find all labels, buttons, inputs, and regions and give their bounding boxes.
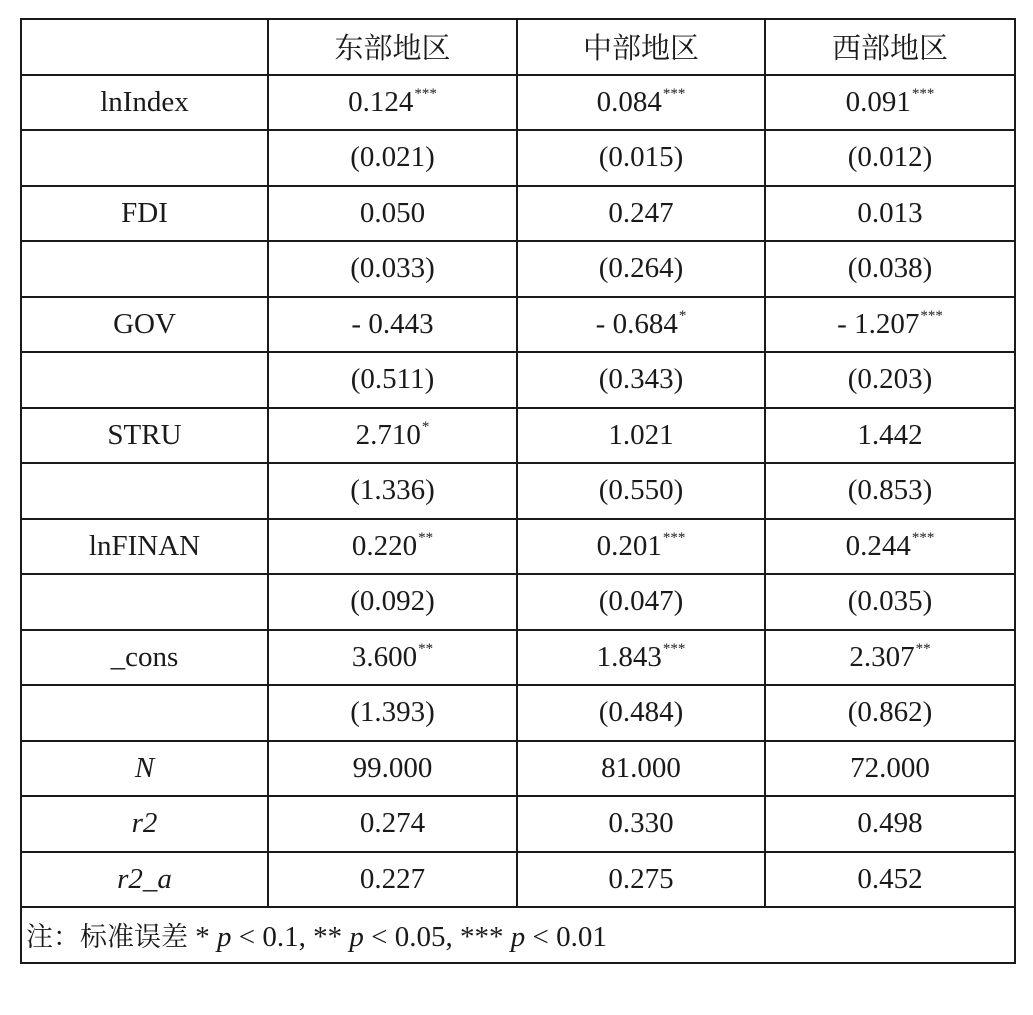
cell-value: 0.013 <box>857 196 923 229</box>
value-cell-west <box>765 519 1015 575</box>
cell-value: 0.220 <box>351 529 418 562</box>
cell-value: (0.038) <box>847 252 933 285</box>
value-cell-west <box>765 630 1015 686</box>
table-row-r2-a <box>21 852 1015 908</box>
cell-value: 0.091 <box>845 85 911 118</box>
value-cell-east <box>268 408 517 464</box>
value-cell-central <box>517 241 765 297</box>
cell-value: 0.274 <box>359 807 426 840</box>
row-label-cell: r2 <box>21 796 268 852</box>
note-p-symbol: p <box>217 921 232 954</box>
value-cell-west <box>765 297 1015 353</box>
row-label-cell: N <box>21 741 268 797</box>
cell-value: 3.600 <box>351 640 418 673</box>
cell-value: 2.307 <box>849 640 915 673</box>
value-cell-central <box>517 685 765 741</box>
header-central-region: 中部地区 <box>517 19 765 75</box>
row-label-cell: GOV <box>21 297 268 353</box>
cell-value: (0.015) <box>598 141 684 174</box>
significance-stars: *** <box>662 529 686 546</box>
cell-value: (0.343) <box>598 363 684 396</box>
row-label-cell <box>21 574 268 630</box>
significance-stars: *** <box>414 85 437 102</box>
value-cell-east <box>268 852 517 908</box>
table-row-gov <box>21 297 1015 353</box>
significance-stars: *** <box>920 307 943 324</box>
value-cell-west <box>765 741 1015 797</box>
cell-value: (0.092) <box>350 585 435 618</box>
value-cell-central <box>517 574 765 630</box>
significance-stars: * <box>421 418 430 435</box>
row-label-cell: _cons <box>21 630 268 686</box>
table-row-r2 <box>21 796 1015 852</box>
value-cell-central <box>517 130 765 186</box>
value-cell-west <box>765 186 1015 242</box>
cell-value: 0.244 <box>845 529 911 562</box>
value-cell-east <box>268 741 517 797</box>
significance-stars: *** <box>662 85 686 102</box>
value-cell-east <box>268 685 517 741</box>
cell-value: (0.033) <box>350 252 435 285</box>
value-cell-east <box>268 574 517 630</box>
row-label-cell: r2_a <box>21 852 268 908</box>
value-cell-central <box>517 519 765 575</box>
cell-value: 1.843 <box>596 640 662 673</box>
cell-value: 0.275 <box>608 862 674 895</box>
significance-stars: ** <box>418 529 434 546</box>
cell-value: (0.853) <box>847 474 933 507</box>
row-label-cell <box>21 241 268 297</box>
value-cell-west <box>765 352 1015 408</box>
significance-stars: *** <box>911 529 935 546</box>
value-cell-west <box>765 852 1015 908</box>
value-cell-central <box>517 630 765 686</box>
cell-value: - 0.443 <box>351 307 434 340</box>
cell-value: 0.084 <box>596 85 662 118</box>
cell-value: 0.227 <box>359 862 426 895</box>
value-cell-east <box>268 186 517 242</box>
header-row <box>21 19 1015 75</box>
table-row-fdi <box>21 186 1015 242</box>
table-row-stru <box>21 408 1015 464</box>
value-cell-west <box>765 574 1015 630</box>
cell-value: (0.047) <box>598 585 684 618</box>
value-cell-central <box>517 186 765 242</box>
value-cell-central <box>517 408 765 464</box>
value-cell-east <box>268 630 517 686</box>
header-corner-cell <box>21 19 268 75</box>
header-west-region: 西部地区 <box>765 19 1015 75</box>
cell-value: (0.484) <box>598 696 684 729</box>
row-label-cell <box>21 685 268 741</box>
value-cell-central <box>517 852 765 908</box>
value-cell-central <box>517 463 765 519</box>
value-cell-east <box>268 130 517 186</box>
value-cell-east <box>268 463 517 519</box>
table-row-std-error <box>21 463 1015 519</box>
row-label-cell <box>21 352 268 408</box>
regression-table-container <box>20 18 1014 964</box>
note-p-symbol: p <box>510 921 526 954</box>
value-cell-central <box>517 796 765 852</box>
value-cell-west <box>765 463 1015 519</box>
row-label-cell: STRU <box>21 408 268 464</box>
note-p-symbol: p <box>349 921 364 954</box>
table-row-std-error <box>21 685 1015 741</box>
table-row-n <box>21 741 1015 797</box>
cell-value: 81.000 <box>601 751 681 784</box>
table-row-std-error <box>21 130 1015 186</box>
value-cell-west <box>765 796 1015 852</box>
table-row-std-error <box>21 574 1015 630</box>
note-text: < 0.05, *** <box>363 921 511 954</box>
value-cell-central <box>517 75 765 131</box>
cell-value: (1.336) <box>350 474 435 507</box>
row-label-cell: lnFINAN <box>21 519 268 575</box>
cell-value: 0.201 <box>596 529 662 562</box>
note-text: * <box>188 921 217 954</box>
value-cell-east <box>268 352 517 408</box>
table-row-cons <box>21 630 1015 686</box>
value-cell-east <box>268 796 517 852</box>
value-cell-central <box>517 297 765 353</box>
cell-value: 0.247 <box>608 196 674 229</box>
table-row-lnfinan <box>21 519 1015 575</box>
row-label-cell: lnIndex <box>21 75 268 131</box>
table-note <box>21 907 1015 963</box>
table-row-std-error <box>21 241 1015 297</box>
cell-value: (0.264) <box>598 252 684 285</box>
cell-value: 0.330 <box>608 807 674 840</box>
regression-table <box>20 18 1016 964</box>
table-row-lnindex <box>21 75 1015 131</box>
value-cell-west <box>765 408 1015 464</box>
row-label-cell <box>21 130 268 186</box>
cell-value: - 0.684 <box>595 307 678 340</box>
cell-value: (0.021) <box>350 141 435 174</box>
cell-value: 0.124 <box>348 85 414 118</box>
cell-value: 99.000 <box>352 751 433 784</box>
note-prefix: 注：标准误差 <box>26 922 188 954</box>
value-cell-east <box>268 75 517 131</box>
value-cell-west <box>765 685 1015 741</box>
row-label-cell: FDI <box>21 186 268 242</box>
cell-value: (0.511) <box>350 363 435 396</box>
cell-value: 1.442 <box>857 418 923 451</box>
table-row-std-error <box>21 352 1015 408</box>
significance-stars: *** <box>662 640 686 657</box>
header-east-region: 东部地区 <box>268 19 517 75</box>
cell-value: (0.550) <box>598 474 684 507</box>
row-label-cell <box>21 463 268 519</box>
significance-stars: ** <box>418 640 434 657</box>
cell-value: (1.393) <box>350 696 435 729</box>
value-cell-west <box>765 130 1015 186</box>
value-cell-west <box>765 241 1015 297</box>
cell-value: (0.203) <box>847 363 933 396</box>
value-cell-west <box>765 75 1015 131</box>
cell-value: 72.000 <box>850 751 930 784</box>
note-row <box>21 907 1015 963</box>
note-text: < 0.01 <box>525 921 607 954</box>
cell-value: (0.012) <box>847 141 933 174</box>
cell-value: 0.050 <box>359 196 426 229</box>
value-cell-east <box>268 519 517 575</box>
cell-value: - 1.207 <box>837 307 920 340</box>
cell-value: 0.498 <box>857 807 923 840</box>
cell-value: 2.710 <box>355 418 421 451</box>
value-cell-east <box>268 241 517 297</box>
note-text: < 0.1, ** <box>231 921 350 954</box>
value-cell-east <box>268 297 517 353</box>
value-cell-central <box>517 741 765 797</box>
significance-stars: ** <box>915 640 931 657</box>
cell-value: (0.035) <box>847 585 933 618</box>
cell-value: (0.862) <box>847 696 933 729</box>
value-cell-central <box>517 352 765 408</box>
significance-stars: *** <box>911 85 935 102</box>
significance-stars: * <box>678 307 687 324</box>
cell-value: 0.452 <box>857 862 923 895</box>
cell-value: 1.021 <box>608 418 674 451</box>
